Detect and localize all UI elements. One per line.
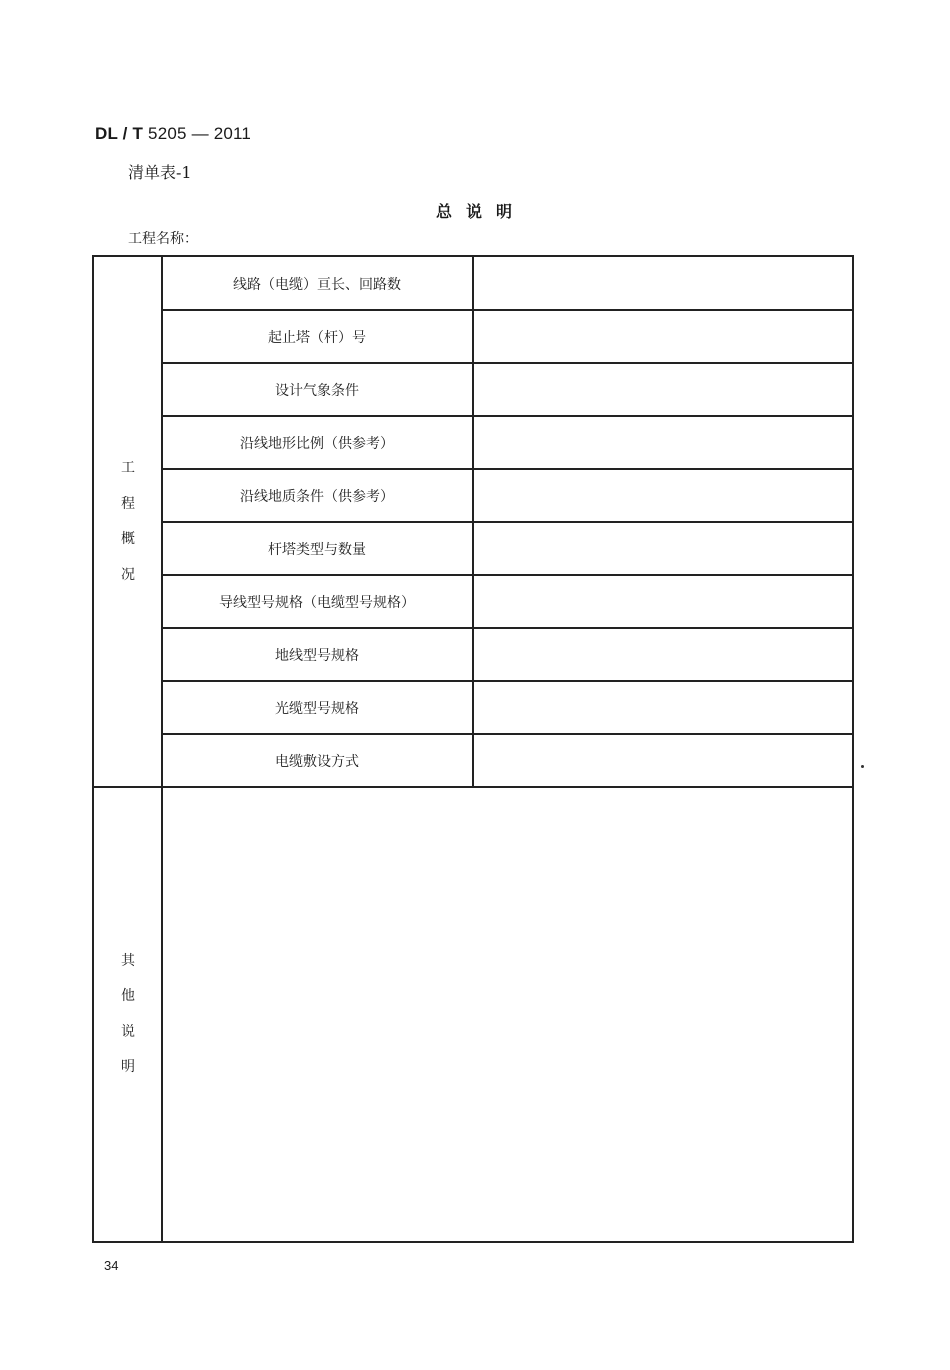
- other-section-char: 明: [121, 1059, 135, 1075]
- other-section-label: [94, 788, 162, 1241]
- other-section-char: 他: [121, 988, 135, 1004]
- row-value-cable-laying-method[interactable]: [474, 734, 852, 787]
- row-value-terrain-ratio[interactable]: [474, 416, 852, 469]
- overview-section-char: 工: [121, 460, 135, 476]
- row-label-optical-cable-spec: 光缆型号规格: [275, 700, 359, 717]
- row-label-route-length: 线路（电缆）亘长、回路数: [233, 276, 401, 293]
- page-number: 34: [104, 1258, 119, 1273]
- other-notes-area[interactable]: [163, 788, 852, 1241]
- document-code: [95, 124, 251, 144]
- document-code-prefix: DL / T: [95, 124, 144, 143]
- scan-speck: [861, 765, 864, 768]
- other-section-char: 其: [121, 952, 135, 969]
- row-value-geology-conditions[interactable]: [474, 469, 852, 522]
- row-label-terrain-ratio: 沿线地形比例（供参考）: [240, 435, 394, 452]
- row-label-geology-conditions: 沿线地质条件（供参考）: [240, 488, 394, 505]
- row-value-ground-wire-spec[interactable]: [474, 628, 852, 681]
- row-value-tower-numbers[interactable]: [474, 310, 852, 363]
- row-value-optical-cable-spec[interactable]: [474, 681, 852, 734]
- sheet-title: 总说明: [435, 202, 526, 221]
- row-value-route-length[interactable]: [474, 257, 852, 310]
- overview-section-char: 况: [121, 566, 135, 583]
- table-number: 清单表-1: [128, 163, 192, 182]
- summary-table: [92, 255, 854, 1243]
- row-label-cable-laying-method: 电缆敷设方式: [275, 753, 359, 770]
- other-section-char: 说: [121, 1023, 135, 1040]
- row-label-ground-wire-spec: 地线型号规格: [275, 647, 359, 664]
- overview-section-char: 程: [121, 495, 135, 512]
- document-code-number: 5205 — 2011: [148, 124, 252, 143]
- row-label-weather-conditions: 设计气象条件: [275, 382, 359, 399]
- row-value-conductor-spec[interactable]: [474, 575, 852, 628]
- row-label-conductor-spec: 导线型号规格（电缆型号规格）: [219, 594, 415, 611]
- row-label-tower-numbers: 起止塔（杆）号: [268, 329, 366, 346]
- project-name-label: 工程名称：: [128, 231, 198, 247]
- row-value-weather-conditions[interactable]: [474, 363, 852, 416]
- row-label-tower-types: 杆塔类型与数量: [268, 541, 366, 558]
- overview-section-char: 概: [121, 531, 135, 547]
- row-value-tower-types[interactable]: [474, 522, 852, 575]
- overview-section-label: [94, 257, 162, 787]
